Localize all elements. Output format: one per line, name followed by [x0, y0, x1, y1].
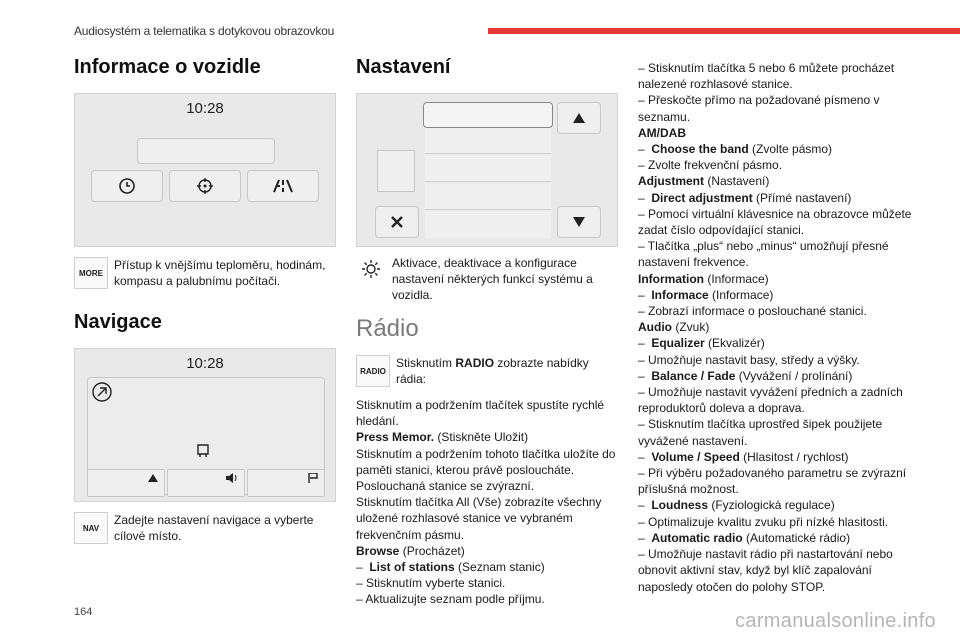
audio-line	[638, 319, 918, 335]
c3-l11: – Optimalizuje kvalitu zvuku při nízké hlasitosti.	[638, 514, 889, 529]
list-item[interactable]	[425, 156, 551, 182]
auto-radio-bold: Automatic radio	[651, 530, 743, 545]
station-search-field[interactable]	[423, 102, 553, 128]
flag-icon	[308, 473, 318, 483]
compass-icon	[196, 177, 214, 195]
list-of-stations-rest: (Seznam stanic)	[454, 560, 545, 575]
balance-bold: Balance / Fade	[651, 368, 736, 383]
navigation-desc-row	[74, 512, 336, 544]
trip-computer-button[interactable]	[247, 170, 319, 202]
radio-intro	[396, 355, 618, 387]
press-memo-bold: Press Memor.	[356, 430, 435, 445]
settings-desc: Aktivace, deaktivace a konfigurace nastavení některých funkcí systému a vozidla.	[392, 256, 593, 302]
navigation-screen	[74, 348, 336, 502]
vehicle-info-screen	[74, 93, 336, 247]
zoom-icon[interactable]	[91, 381, 113, 403]
radio-intro-post: zobrazte nabídky rádia:	[396, 356, 589, 386]
volume-bold: Volume / Speed	[651, 449, 740, 464]
amdab-line	[638, 125, 918, 141]
loudness-bold: Loudness	[651, 498, 709, 513]
radio-heading: Rádio	[356, 315, 419, 342]
running-header: Audiosystém a telematika s dotykovou obrazovkou	[74, 24, 335, 38]
side-panel-box	[377, 150, 415, 192]
band-line: – Choose the band (Zvolte pásmo)	[638, 142, 833, 157]
settings-desc-row	[356, 255, 618, 303]
band-bold: Choose the band	[651, 142, 749, 157]
column-middle	[356, 56, 618, 608]
band-rest: (Zvolte pásmo)	[748, 142, 833, 157]
audio-rest: (Zvuk)	[672, 320, 710, 335]
vehicle-info-desc-row	[74, 257, 336, 289]
compass-button[interactable]	[169, 170, 241, 202]
radio-intro-row	[356, 355, 618, 387]
triangle-down-icon	[573, 217, 585, 227]
list-item[interactable]	[425, 128, 551, 154]
radio-b1: – Stisknutím vyberte stanici.	[356, 576, 506, 591]
clock: 10:28	[186, 355, 224, 372]
c3-l3: – Zvolte frekvenční pásmo.	[638, 158, 783, 173]
radio-b2: – Aktualizujte seznam podle příjmu.	[356, 592, 545, 607]
radio-p2: Stisknutím a podržením tohoto tlačítka uložíte do paměti stanici, kterou právě posloucháte. Poslouchaná stanice se zvýrazní.	[356, 446, 616, 494]
nav-volume-button[interactable]	[167, 469, 245, 497]
radio-body	[356, 397, 618, 608]
c3-l4: – Pomocí virtuální klávesnice na obrazovce můžete zadat číslo odpovídající stanici.	[638, 206, 912, 238]
page-number: 164	[74, 606, 93, 618]
triangle-up-icon	[573, 113, 585, 123]
road-icon	[272, 177, 294, 195]
scroll-up-button[interactable]	[557, 102, 601, 134]
equalizer-line: – Equalizer (Ekvalizér)	[638, 336, 765, 351]
header-accent-bar	[488, 28, 960, 34]
more-button-icon: MORE	[74, 257, 108, 289]
audio-bold: Audio	[638, 320, 672, 335]
triangle-up-icon	[148, 474, 158, 482]
c3-l8: – Umožňuje nastavit vyvážení předních a zadních reproduktorů doleva a doprava.	[638, 385, 903, 416]
close-button[interactable]	[375, 206, 419, 238]
radio-intro-bold: RADIO	[455, 356, 495, 370]
scroll-down-button[interactable]	[557, 206, 601, 238]
radio-p3: Stisknutím tlačítka All (Vše) zobrazíte všechny uložené rozhlasové stanice ve vybraném frekvenčním pásmu.	[356, 495, 602, 542]
c3-l9: – Stisknutím tlačítka uprostřed šipek použijete vyvážené nastavení.	[638, 417, 883, 448]
adjustment-rest: (Nastavení)	[704, 174, 770, 189]
list-item[interactable]	[425, 212, 551, 238]
browse-bold: Browse	[356, 543, 400, 558]
press-memo-rest: (Stiskněte Uložit)	[434, 430, 529, 445]
column-right	[638, 60, 918, 595]
close-icon	[391, 216, 403, 228]
clock-button[interactable]	[91, 170, 163, 202]
navigation-desc: Zadejte nastavení navigace a vyberte cílové místo.	[114, 513, 314, 543]
c3-l2: – Přeskočte přímo na požadované písmeno v seznamu.	[638, 93, 880, 124]
radio-settings-text	[638, 60, 918, 595]
navigation-heading: Navigace	[74, 311, 162, 333]
loudness-line: – Loudness (Fyziologická regulace)	[638, 498, 835, 513]
adjustment-line	[638, 173, 918, 189]
settings-gear-icon	[356, 255, 386, 283]
c3-l5: – Tlačítka „plus“ nebo „minus“ umožňují přesné nastavení frekvence.	[638, 239, 889, 270]
c3-l7: – Umožňuje nastavit basy, středy a výšky.	[638, 352, 860, 367]
balance-rest: (Vyvážení / prolínání)	[735, 368, 853, 383]
informace-rest: (Informace)	[708, 287, 774, 302]
c3-l6: – Zobrazí informace o poslouchané stanici.	[638, 304, 867, 319]
settings-heading: Nastavení	[356, 56, 451, 78]
list-of-stations-bold: List of stations	[369, 560, 455, 575]
c3-l10: – Při výběru požadovaného parametru se zvýrazní příslušná možnost.	[638, 466, 907, 497]
information-bold: Information	[638, 271, 704, 286]
loudness-rest: (Fyziologická regulace)	[708, 498, 835, 513]
clock-icon	[118, 177, 136, 195]
list-of-stations-line: – List of stations (Seznam stanic)	[356, 560, 545, 575]
adjustment-bold: Adjustment	[638, 174, 704, 189]
direct-rest: (Přímé nastavení)	[752, 190, 852, 205]
equalizer-rest: (Ekvalizér)	[704, 336, 765, 351]
nav-menu-button[interactable]	[87, 469, 165, 497]
information-line	[638, 271, 918, 287]
direct-bold: Direct adjustment	[651, 190, 753, 205]
watermark: carmanualsonline.info	[735, 610, 936, 632]
nav-destination-button[interactable]	[247, 469, 325, 497]
browse-rest: (Procházet)	[399, 543, 465, 558]
volume-rest: (Hlasitost / rychlost)	[739, 449, 849, 464]
volume-line: – Volume / Speed (Hlasitost / rychlost)	[638, 449, 849, 464]
informace-line: – Informace (Informace)	[638, 287, 774, 302]
nav-button-icon: NAV	[74, 512, 108, 544]
gear-icon	[360, 258, 382, 280]
auto-radio-rest: (Automatické rádio)	[742, 530, 851, 545]
vehicle-position-icon	[195, 443, 211, 459]
equalizer-bold: Equalizer	[651, 336, 705, 351]
vehicle-info-desc: Přístup k vnějšímu teploměru, hodinám, kompasu a palubnímu počítači.	[114, 258, 326, 288]
list-item[interactable]	[425, 184, 551, 210]
radio-p1: Stisknutím a podržením tlačítek spustíte rychlé hledání.	[356, 398, 605, 429]
radio-intro-pre: Stisknutím	[396, 356, 456, 370]
clock: 10:28	[186, 100, 224, 117]
c3-l12: – Umožňuje nastavit rádio při nastartování nebo obnovit aktivní stav, když byl klíč zapalování naposledy otočen do polohy STOP.	[638, 547, 893, 594]
amdab-bold: AM/DAB	[638, 125, 686, 140]
info-display-box	[137, 138, 275, 164]
balance-line: – Balance / Fade (Vyvážení / prolínání)	[638, 368, 853, 383]
vehicle-info-heading: Informace o vozidle	[74, 56, 261, 78]
information-rest: (Informace)	[704, 271, 769, 286]
press-memo-line	[356, 429, 618, 445]
radio-button-icon: RADIO	[356, 355, 390, 387]
speaker-icon	[226, 473, 238, 483]
auto-radio-line: – Automatic radio (Automatické rádio)	[638, 530, 851, 545]
browse-line	[356, 543, 618, 559]
column-left	[74, 56, 336, 544]
radio-list-screen	[356, 93, 618, 247]
informace-bold: Informace	[651, 287, 709, 302]
direct-line: – Direct adjustment (Přímé nastavení)	[638, 190, 852, 205]
c3-l1: – Stisknutím tlačítka 5 nebo 6 můžete procházet nalezené rozhlasové stanice.	[638, 61, 895, 92]
